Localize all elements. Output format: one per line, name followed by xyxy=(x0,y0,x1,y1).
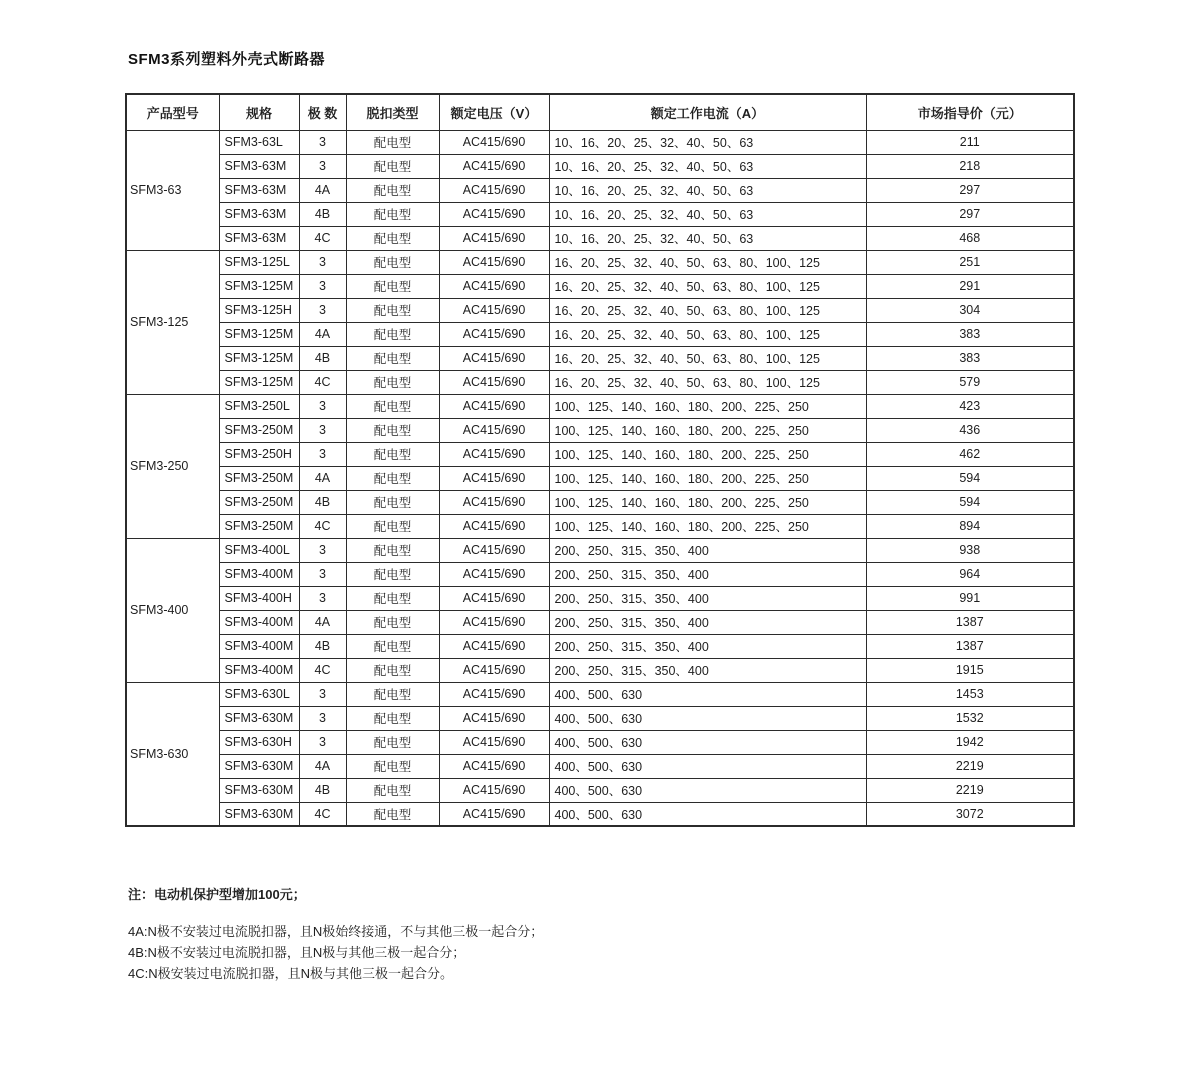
cell-trip: 配电型 xyxy=(346,778,439,802)
cell-amps: 16、20、25、32、40、50、63、80、100、125 xyxy=(549,346,866,370)
cell-poles: 4B xyxy=(299,778,346,802)
table-row xyxy=(126,466,1074,490)
cell-volt: AC415/690 xyxy=(439,682,549,706)
cell-amps: 100、125、140、160、180、200、225、250 xyxy=(549,490,866,514)
cell-price: 2219 xyxy=(866,778,1074,802)
cell-amps: 16、20、25、32、40、50、63、80、100、125 xyxy=(549,274,866,298)
cell-amps: 10、16、20、25、32、40、50、63 xyxy=(549,178,866,202)
cell-price: 964 xyxy=(866,562,1074,586)
cell-price: 383 xyxy=(866,322,1074,346)
price-table xyxy=(125,93,1075,827)
cell-volt: AC415/690 xyxy=(439,466,549,490)
cell-trip: 配电型 xyxy=(346,322,439,346)
cell-price: 594 xyxy=(866,466,1074,490)
table-row xyxy=(126,130,1074,154)
cell-price: 468 xyxy=(866,226,1074,250)
cell-volt: AC415/690 xyxy=(439,274,549,298)
cell-price: 1942 xyxy=(866,730,1074,754)
table-row xyxy=(126,370,1074,394)
cell-volt: AC415/690 xyxy=(439,634,549,658)
cell-spec: SFM3-250M xyxy=(219,514,299,538)
cell-amps: 200、250、315、350、400 xyxy=(549,634,866,658)
cell-trip: 配电型 xyxy=(346,754,439,778)
header-voltage: 额定电压（V） xyxy=(439,94,549,130)
cell-amps: 200、250、315、350、400 xyxy=(549,586,866,610)
table-row xyxy=(126,586,1074,610)
cell-volt: AC415/690 xyxy=(439,370,549,394)
table-row xyxy=(126,682,1074,706)
cell-volt: AC415/690 xyxy=(439,226,549,250)
table-row xyxy=(126,658,1074,682)
cell-amps: 100、125、140、160、180、200、225、250 xyxy=(549,514,866,538)
cell-spec: SFM3-630M xyxy=(219,802,299,826)
cell-poles: 4C xyxy=(299,802,346,826)
table-body xyxy=(126,130,1074,826)
cell-volt: AC415/690 xyxy=(439,394,549,418)
cell-poles: 3 xyxy=(299,706,346,730)
cell-poles: 4A xyxy=(299,178,346,202)
cell-price: 1532 xyxy=(866,706,1074,730)
cell-price: 291 xyxy=(866,274,1074,298)
cell-amps: 16、20、25、32、40、50、63、80、100、125 xyxy=(549,322,866,346)
cell-amps: 400、500、630 xyxy=(549,754,866,778)
cell-price: 251 xyxy=(866,250,1074,274)
cell-spec: SFM3-63M xyxy=(219,178,299,202)
header-price: 市场指导价（元） xyxy=(866,94,1074,130)
cell-price: 436 xyxy=(866,418,1074,442)
cell-spec: SFM3-400H xyxy=(219,586,299,610)
cell-volt: AC415/690 xyxy=(439,418,549,442)
cell-volt: AC415/690 xyxy=(439,778,549,802)
cell-trip: 配电型 xyxy=(346,274,439,298)
cell-price: 297 xyxy=(866,202,1074,226)
header-trip: 脱扣类型 xyxy=(346,94,439,130)
cell-trip: 配电型 xyxy=(346,706,439,730)
cell-price: 1387 xyxy=(866,610,1074,634)
cell-amps: 200、250、315、350、400 xyxy=(549,562,866,586)
cell-poles: 4B xyxy=(299,346,346,370)
cell-poles: 3 xyxy=(299,250,346,274)
cell-poles: 3 xyxy=(299,682,346,706)
cell-amps: 100、125、140、160、180、200、225、250 xyxy=(549,466,866,490)
cell-trip: 配电型 xyxy=(346,562,439,586)
cell-volt: AC415/690 xyxy=(439,610,549,634)
table-row xyxy=(126,226,1074,250)
cell-trip: 配电型 xyxy=(346,250,439,274)
cell-amps: 200、250、315、350、400 xyxy=(549,538,866,562)
cell-poles: 3 xyxy=(299,298,346,322)
cell-volt: AC415/690 xyxy=(439,706,549,730)
cell-amps: 10、16、20、25、32、40、50、63 xyxy=(549,130,866,154)
cell-spec: SFM3-400M xyxy=(219,610,299,634)
cell-price: 579 xyxy=(866,370,1074,394)
cell-price: 218 xyxy=(866,154,1074,178)
cell-spec: SFM3-250L xyxy=(219,394,299,418)
cell-trip: 配电型 xyxy=(346,154,439,178)
page-title: SFM3系列塑料外壳式断路器 xyxy=(128,51,326,68)
cell-model: SFM3-400 xyxy=(126,538,219,682)
cell-poles: 4A xyxy=(299,610,346,634)
cell-volt: AC415/690 xyxy=(439,154,549,178)
cell-volt: AC415/690 xyxy=(439,490,549,514)
cell-amps: 100、125、140、160、180、200、225、250 xyxy=(549,442,866,466)
cell-price: 1387 xyxy=(866,634,1074,658)
cell-poles: 4C xyxy=(299,370,346,394)
note-general: 注：电动机保护型增加100元； xyxy=(128,887,306,902)
cell-trip: 配电型 xyxy=(346,394,439,418)
cell-trip: 配电型 xyxy=(346,610,439,634)
table-row xyxy=(126,706,1074,730)
note-4c: 4C:N极安装过电流脱扣器，且N极与其他三极一起合分。 xyxy=(128,966,454,981)
cell-price: 423 xyxy=(866,394,1074,418)
cell-price: 2219 xyxy=(866,754,1074,778)
cell-amps: 200、250、315、350、400 xyxy=(549,658,866,682)
cell-volt: AC415/690 xyxy=(439,130,549,154)
cell-spec: SFM3-630M xyxy=(219,706,299,730)
cell-trip: 配电型 xyxy=(346,466,439,490)
table-row xyxy=(126,202,1074,226)
cell-poles: 4A xyxy=(299,754,346,778)
cell-spec: SFM3-250M xyxy=(219,466,299,490)
cell-spec: SFM3-630H xyxy=(219,730,299,754)
cell-price: 3072 xyxy=(866,802,1074,826)
table-row xyxy=(126,802,1074,826)
table-row xyxy=(126,610,1074,634)
cell-poles: 4B xyxy=(299,490,346,514)
cell-spec: SFM3-125M xyxy=(219,274,299,298)
cell-amps: 10、16、20、25、32、40、50、63 xyxy=(549,154,866,178)
cell-poles: 3 xyxy=(299,274,346,298)
table-row xyxy=(126,250,1074,274)
cell-spec: SFM3-125M xyxy=(219,322,299,346)
cell-amps: 400、500、630 xyxy=(549,802,866,826)
table-header xyxy=(126,94,1074,130)
cell-trip: 配电型 xyxy=(346,178,439,202)
cell-poles: 4B xyxy=(299,202,346,226)
cell-spec: SFM3-63L xyxy=(219,130,299,154)
cell-volt: AC415/690 xyxy=(439,802,549,826)
cell-amps: 16、20、25、32、40、50、63、80、100、125 xyxy=(549,370,866,394)
cell-trip: 配电型 xyxy=(346,490,439,514)
cell-trip: 配电型 xyxy=(346,346,439,370)
cell-spec: SFM3-125M xyxy=(219,370,299,394)
table-row xyxy=(126,514,1074,538)
cell-amps: 400、500、630 xyxy=(549,706,866,730)
cell-price: 211 xyxy=(866,130,1074,154)
cell-trip: 配电型 xyxy=(346,682,439,706)
table-row xyxy=(126,274,1074,298)
table-row xyxy=(126,538,1074,562)
cell-poles: 4C xyxy=(299,514,346,538)
cell-price: 938 xyxy=(866,538,1074,562)
cell-price: 462 xyxy=(866,442,1074,466)
cell-price: 894 xyxy=(866,514,1074,538)
cell-volt: AC415/690 xyxy=(439,730,549,754)
table-row xyxy=(126,346,1074,370)
note-4a: 4A:N极不安装过电流脱扣器，且N极始终接通，不与其他三极一起合分； xyxy=(128,924,544,939)
cell-trip: 配电型 xyxy=(346,514,439,538)
cell-spec: SFM3-400M xyxy=(219,634,299,658)
cell-trip: 配电型 xyxy=(346,634,439,658)
cell-amps: 16、20、25、32、40、50、63、80、100、125 xyxy=(549,298,866,322)
cell-spec: SFM3-630M xyxy=(219,754,299,778)
table-row xyxy=(126,178,1074,202)
cell-spec: SFM3-250M xyxy=(219,418,299,442)
cell-amps: 10、16、20、25、32、40、50、63 xyxy=(549,226,866,250)
table-row xyxy=(126,394,1074,418)
cell-price: 304 xyxy=(866,298,1074,322)
table-row xyxy=(126,154,1074,178)
table-row xyxy=(126,778,1074,802)
cell-spec: SFM3-125L xyxy=(219,250,299,274)
cell-trip: 配电型 xyxy=(346,802,439,826)
table-row xyxy=(126,442,1074,466)
header-model: 产品型号 xyxy=(126,94,219,130)
cell-amps: 400、500、630 xyxy=(549,682,866,706)
cell-poles: 3 xyxy=(299,730,346,754)
table-row xyxy=(126,322,1074,346)
cell-volt: AC415/690 xyxy=(439,250,549,274)
cell-volt: AC415/690 xyxy=(439,514,549,538)
table-row xyxy=(126,418,1074,442)
header-row xyxy=(126,94,1074,130)
cell-poles: 3 xyxy=(299,418,346,442)
cell-trip: 配电型 xyxy=(346,202,439,226)
cell-volt: AC415/690 xyxy=(439,298,549,322)
cell-trip: 配电型 xyxy=(346,730,439,754)
cell-poles: 4C xyxy=(299,226,346,250)
header-poles: 极 数 xyxy=(299,94,346,130)
cell-trip: 配电型 xyxy=(346,298,439,322)
cell-spec: SFM3-250H xyxy=(219,442,299,466)
cell-model: SFM3-630 xyxy=(126,682,219,826)
cell-volt: AC415/690 xyxy=(439,442,549,466)
cell-model: SFM3-125 xyxy=(126,250,219,394)
table-row xyxy=(126,298,1074,322)
table-row xyxy=(126,490,1074,514)
cell-spec: SFM3-630L xyxy=(219,682,299,706)
header-currents: 额定工作电流（A） xyxy=(549,94,866,130)
cell-volt: AC415/690 xyxy=(439,562,549,586)
cell-poles: 4C xyxy=(299,658,346,682)
cell-volt: AC415/690 xyxy=(439,202,549,226)
cell-trip: 配电型 xyxy=(346,442,439,466)
cell-trip: 配电型 xyxy=(346,586,439,610)
cell-amps: 400、500、630 xyxy=(549,730,866,754)
cell-amps: 16、20、25、32、40、50、63、80、100、125 xyxy=(549,250,866,274)
cell-price: 297 xyxy=(866,178,1074,202)
cell-price: 991 xyxy=(866,586,1074,610)
cell-spec: SFM3-63M xyxy=(219,226,299,250)
cell-trip: 配电型 xyxy=(346,226,439,250)
cell-poles: 3 xyxy=(299,586,346,610)
note-4b: 4B:N极不安装过电流脱扣器，且N极与其他三极一起合分； xyxy=(128,945,466,960)
cell-trip: 配电型 xyxy=(346,538,439,562)
cell-volt: AC415/690 xyxy=(439,346,549,370)
cell-model: SFM3-63 xyxy=(126,130,219,250)
cell-volt: AC415/690 xyxy=(439,658,549,682)
cell-volt: AC415/690 xyxy=(439,322,549,346)
cell-trip: 配电型 xyxy=(346,370,439,394)
cell-amps: 200、250、315、350、400 xyxy=(549,610,866,634)
cell-volt: AC415/690 xyxy=(439,754,549,778)
cell-spec: SFM3-400M xyxy=(219,658,299,682)
cell-spec: SFM3-63M xyxy=(219,154,299,178)
table-row xyxy=(126,754,1074,778)
cell-price: 1453 xyxy=(866,682,1074,706)
cell-spec: SFM3-125M xyxy=(219,346,299,370)
cell-spec: SFM3-400L xyxy=(219,538,299,562)
cell-poles: 4A xyxy=(299,466,346,490)
cell-model: SFM3-250 xyxy=(126,394,219,538)
cell-spec: SFM3-400M xyxy=(219,562,299,586)
cell-poles: 3 xyxy=(299,394,346,418)
cell-volt: AC415/690 xyxy=(439,586,549,610)
cell-amps: 400、500、630 xyxy=(549,778,866,802)
cell-poles: 3 xyxy=(299,538,346,562)
cell-amps: 100、125、140、160、180、200、225、250 xyxy=(549,418,866,442)
table-row xyxy=(126,730,1074,754)
cell-trip: 配电型 xyxy=(346,418,439,442)
cell-trip: 配电型 xyxy=(346,658,439,682)
cell-volt: AC415/690 xyxy=(439,178,549,202)
cell-spec: SFM3-630M xyxy=(219,778,299,802)
header-spec: 规格 xyxy=(219,94,299,130)
cell-spec: SFM3-250M xyxy=(219,490,299,514)
cell-poles: 3 xyxy=(299,442,346,466)
cell-volt: AC415/690 xyxy=(439,538,549,562)
cell-price: 594 xyxy=(866,490,1074,514)
cell-poles: 3 xyxy=(299,154,346,178)
cell-spec: SFM3-63M xyxy=(219,202,299,226)
cell-price: 383 xyxy=(866,346,1074,370)
table-row xyxy=(126,634,1074,658)
cell-poles: 4B xyxy=(299,634,346,658)
cell-amps: 10、16、20、25、32、40、50、63 xyxy=(549,202,866,226)
cell-poles: 3 xyxy=(299,130,346,154)
cell-amps: 100、125、140、160、180、200、225、250 xyxy=(549,394,866,418)
cell-trip: 配电型 xyxy=(346,130,439,154)
notes-block xyxy=(128,884,543,984)
cell-spec: SFM3-125H xyxy=(219,298,299,322)
cell-poles: 3 xyxy=(299,562,346,586)
cell-price: 1915 xyxy=(866,658,1074,682)
cell-poles: 4A xyxy=(299,322,346,346)
table-row xyxy=(126,562,1074,586)
